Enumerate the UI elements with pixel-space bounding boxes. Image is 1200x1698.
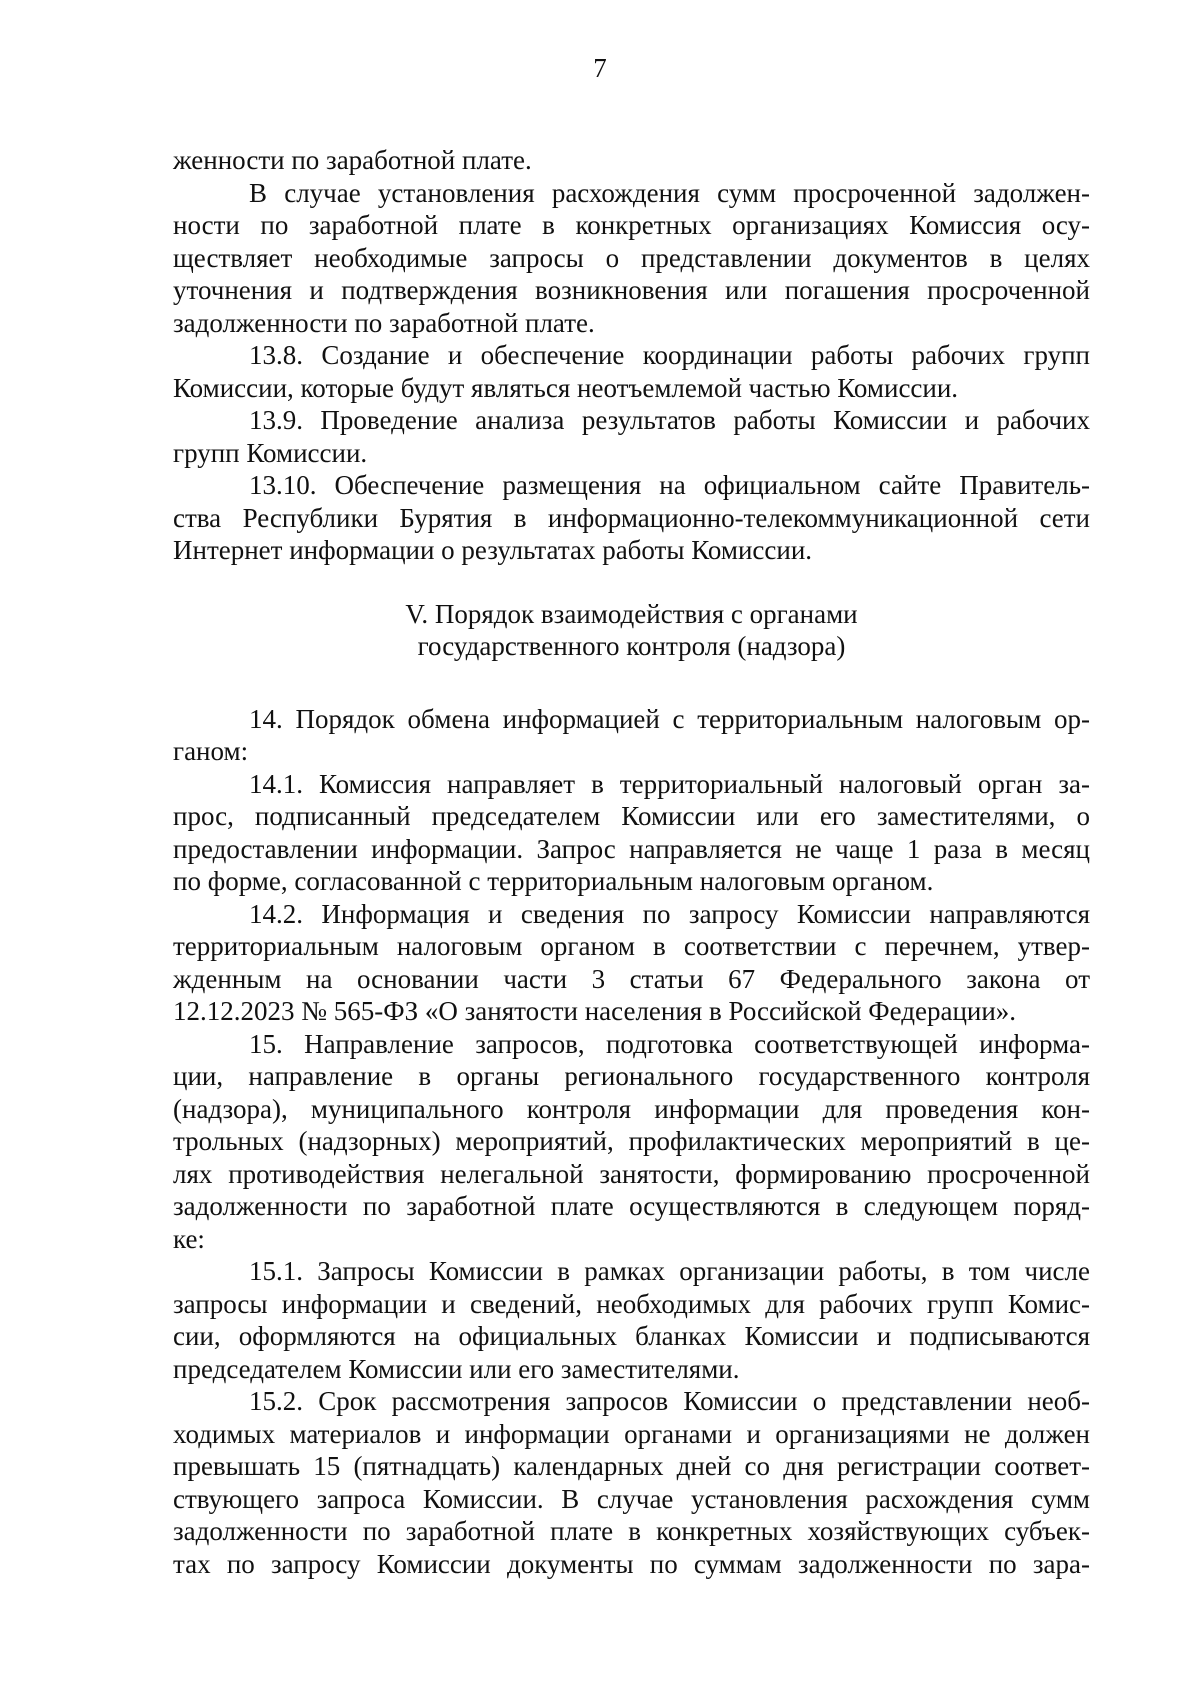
text-line: задолженности по заработной плате осуществляются в следующем поряд- bbox=[173, 1191, 1090, 1221]
text-line: (надзора), муниципального контроля информации для проведения кон- bbox=[173, 1093, 1090, 1124]
text-line: предоставлении информации. Запрос направляется не чаще 1 раза в месяц bbox=[173, 833, 1090, 864]
text-line: ходимых материалов и информации органами и организациями не должен bbox=[173, 1418, 1090, 1449]
section-heading bbox=[173, 598, 1090, 663]
paragraph-continuation bbox=[173, 144, 1090, 177]
paragraph-13-8 bbox=[173, 339, 1090, 404]
text-line: В случае установления расхождения сумм просроченной задолжен- bbox=[249, 177, 1090, 208]
text-line: ке: bbox=[173, 1223, 205, 1254]
text-line: 14. Порядок обмена информацией с территориальным налоговым ор- bbox=[249, 703, 1090, 734]
text-line: тах по запросу Комиссии документы по суммам задолженности по зара- bbox=[173, 1548, 1090, 1579]
text-line: сии, оформляются на официальных бланках Комиссии и подписываются bbox=[173, 1321, 1090, 1351]
paragraph-13-10 bbox=[173, 469, 1090, 567]
paragraph-15-2 bbox=[173, 1385, 1090, 1580]
text-line: лях противодействия нелегальной занятости, формированию просроченной bbox=[173, 1158, 1090, 1189]
text-line: по форме, согласованной с территориальным налоговым органом. bbox=[173, 866, 934, 896]
paragraph-14-1 bbox=[173, 768, 1090, 898]
text-line: Комиссии, которые будут являться неотъемлемой частью Комиссии. bbox=[173, 372, 959, 403]
text-line: трольных (надзорных) мероприятий, профилактических мероприятий в це- bbox=[173, 1126, 1090, 1156]
text-line: 13.8. Создание и обеспечение координации работы рабочих групп bbox=[249, 340, 1090, 370]
text-line: 15. Направление запросов, подготовка соответствующей информа- bbox=[249, 1028, 1090, 1059]
paragraph-14-2 bbox=[173, 898, 1090, 1028]
text-line: 13.9. Проведение анализа результатов работы Комиссии и рабочих bbox=[249, 405, 1090, 435]
text-line: ности по заработной плате в конкретных организациях Комиссия осу- bbox=[173, 210, 1090, 240]
text-line: ществляет необходимые запросы о представлении документов в целях bbox=[173, 242, 1090, 273]
section-heading-line: государственного контроля (надзора) bbox=[417, 631, 846, 661]
paragraph-15-1 bbox=[173, 1255, 1090, 1385]
text-line: председателем Комиссии или его заместителями. bbox=[173, 1353, 740, 1384]
text-line: задолженности по заработной плате в конкретных хозяйствующих субъек- bbox=[173, 1516, 1090, 1546]
text-line: 15.1. Запросы Комиссии в рамках организации работы, в том числе bbox=[249, 1256, 1090, 1286]
text-line: ствующего запроса Комиссии. В случае установления расхождения сумм bbox=[173, 1483, 1090, 1514]
text-line: 15.2. Срок рассмотрения запросов Комиссии о представлении необ- bbox=[249, 1386, 1090, 1416]
spacer bbox=[173, 567, 1090, 598]
text-line: жденным на основании части 3 статьи 67 Федерального закона от bbox=[173, 963, 1090, 994]
paragraph-15 bbox=[173, 1028, 1090, 1256]
text-line: прос, подписанный председателем Комиссии или его заместителями, о bbox=[173, 801, 1090, 831]
paragraph-14 bbox=[173, 703, 1090, 768]
text-line: территориальным налоговым органом в соответствии с перечнем, утвер- bbox=[173, 931, 1090, 961]
text-line: женности по заработной плате. bbox=[173, 145, 532, 175]
spacer bbox=[173, 663, 1090, 703]
text-line: 14.1. Комиссия направляет в территориальный налоговый орган за- bbox=[249, 768, 1090, 799]
paragraph-discrepancy-requests bbox=[173, 177, 1090, 340]
text-line: 13.10. Обеспечение размещения на официальном сайте Правитель- bbox=[249, 470, 1090, 500]
text-line: запросы информации и сведений, необходимых для рабочих групп Комис- bbox=[173, 1288, 1090, 1319]
text-line: 12.12.2023 № 565-ФЗ «О занятости населения в Российской Федерации». bbox=[173, 996, 1017, 1026]
text-line: ства Республики Бурятия в информационно-телекоммуникационной сети bbox=[173, 502, 1090, 533]
section-heading-line: V. Порядок взаимодействия с органами bbox=[405, 598, 858, 629]
text-line: превышать 15 (пятнадцать) календарных дней со дня регистрации соответ- bbox=[173, 1451, 1090, 1481]
document-body bbox=[173, 144, 1090, 1580]
text-line: уточнения и подтверждения возникновения или погашения просроченной bbox=[173, 275, 1090, 305]
text-line: групп Комиссии. bbox=[173, 437, 368, 468]
paragraph-13-9 bbox=[173, 404, 1090, 469]
page-number: 7 bbox=[593, 53, 607, 83]
text-line: задолженности по заработной плате. bbox=[173, 307, 595, 338]
text-line: 14.2. Информация и сведения по запросу Комиссии направляются bbox=[249, 898, 1090, 929]
text-line: ганом: bbox=[173, 736, 249, 766]
text-line: ции, направление в органы регионального государственного контроля bbox=[173, 1061, 1090, 1091]
text-line: Интернет информации о результатах работы Комиссии. bbox=[173, 535, 813, 565]
